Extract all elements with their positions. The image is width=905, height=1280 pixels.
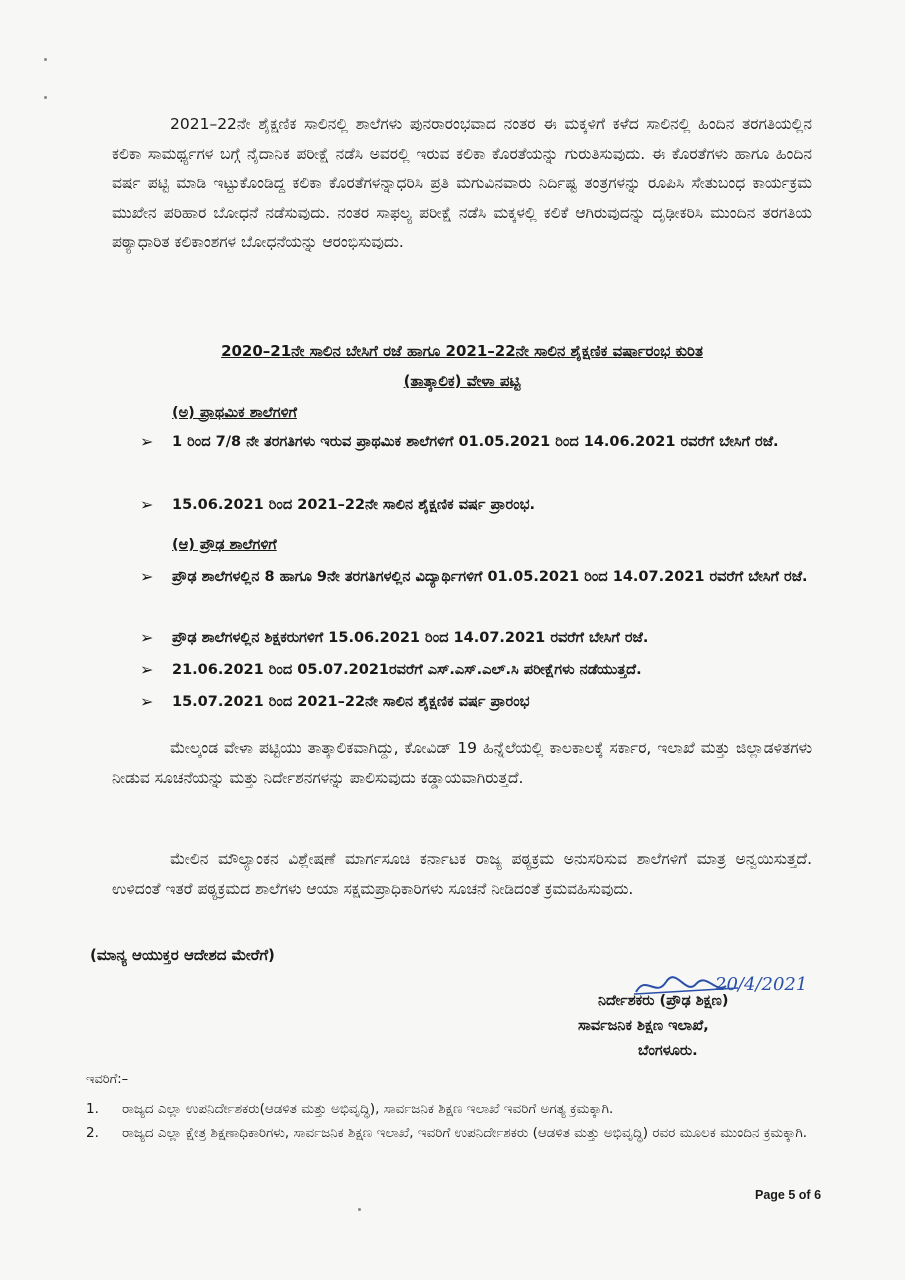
order-line: (ಮಾನ್ಯ ಆಯುಕ್ತರ ಆದೇಶದ ಮೇರೆಗೆ) (90, 946, 275, 964)
list-item (140, 428, 820, 456)
list-item-text: ಪ್ರೌಢ ಶಾಲೆಗಳಲ್ಲಿನ 8 ಹಾಗೂ 9ನೇ ತರಗತಿಗಳಲ್ಲಿನ ವಿದ್ಯಾರ್ಥಿಗಳಿಗೆ 01.05.2021 ರಿಂದ 14.07.2021 ರವರೆಗೆ ಬೇಸಿಗೆ ರಜೆ. (172, 569, 808, 585)
signatory-title: ನಿರ್ದೇಶಕರು (ಪ್ರೌಢ ಶಿಕ್ಷಣ) (598, 993, 729, 1009)
list-item-text: 21.06.2021 ರಿಂದ 05.07.2021ರವರೆಗೆ ಎಸ್.ಎಸ್.ಎಲ್.ಸಿ ಪರೀಕ್ಷೆಗಳು ನಡೆಯುತ್ತದೆ. (172, 662, 642, 678)
list-item-text: 1 ರಿಂದ 7/8 ನೇ ತರಗತಿಗಳು ಇರುವ ಪ್ರಾಥಮಿಕ ಶಾಲೆಗಳಿಗೆ 01.05.2021 ರಿಂದ 14.06.2021 ರವರೆಗೆ ಬೇಸಿಗೆ ರಜೆ. (172, 434, 779, 450)
list-item (140, 563, 820, 591)
arrow-bullet-icon: ➢ (140, 692, 154, 711)
cc-item-text: ರಾಜ್ಯದ ಎಲ್ಲಾ ಉಪನಿರ್ದೇಶಕರು(ಆಡಳಿತ ಮತ್ತು ಅಭಿವೃದ್ಧಿ), ಸಾರ್ವಜನಿಕ ಶಿಕ್ಷಣ ಇಲಾಖೆ ಇವರಿಗೆ ಅಗತ್ಯ ಕ್ರಮಕ್ಕಾಗಿ. (122, 1101, 614, 1117)
scan-speck (44, 58, 47, 61)
list-item (140, 688, 820, 716)
list-item (140, 624, 820, 652)
arrow-bullet-icon: ➢ (140, 628, 154, 647)
section-a-title: (ಅ) ಪ್ರಾಥಮಿಕ ಶಾಲೆಗಳಿಗೆ (172, 405, 297, 421)
signature-date: 20/4/2021 (715, 974, 808, 995)
schedule-subheading: (ತಾತ್ಕಾಲಿಕ) ವೇಳಾ ಪಟ್ಟಿ (403, 372, 521, 390)
list-item (140, 656, 820, 684)
cc-list-item (86, 1096, 826, 1122)
cc-item-number: 1. (86, 1101, 99, 1117)
covid-note-paragraph: ಮೇಲ್ಕಂಡ ವೇಳಾ ಪಟ್ಟಿಯು ತಾತ್ಕಾಲಿಕವಾಗಿದ್ದು, ಕೋವಿಡ್ 19 ಹಿನ್ನೆಲೆಯಲ್ಲಿ ಕಾಲಕಾಲಕ್ಕೆ ಸರ್ಕಾರ, ಇಲಾಖೆ ಮತ್ತು ಜಿಲ್ಲಾಡಳಿತಗಳು ನೀಡುವ ಸೂಚನೆಯನ್ನು ಮತ್ತು ನಿರ್ದೇಶನಗಳನ್ನು ಪಾಲಿಸುವುದು ಕಡ್ಡಾಯವಾಗಿರುತ್ತದೆ. (112, 739, 812, 787)
cc-item-number: 2. (86, 1125, 99, 1141)
signatory-city: ಬೆಂಗಳೂರು. (638, 1043, 698, 1059)
arrow-bullet-icon: ➢ (140, 660, 154, 679)
page-mid: of (795, 1188, 815, 1202)
list-item-text: 15.07.2021 ರಿಂದ 2021–22ನೇ ಸಾಲಿನ ಶೈಕ್ಷಣಿಕ ವರ್ಷ ಪ್ರಾರಂಭ (172, 694, 530, 710)
list-item (140, 491, 820, 519)
scan-speck (358, 1208, 361, 1211)
section-b-title: (ಆ) ಪ್ರೌಢ ಶಾಲೆಗಳಿಗೆ (172, 537, 277, 553)
schedule-heading: 2020–21ನೇ ಸಾಲಿನ ಬೇಸಿಗೆ ರಜೆ ಹಾಗೂ 2021–22ನೇ ಸಾಲಿನ ಶೈಕ್ಷಣಿಕ ವರ್ಷಾರಂಭ ಕುರಿತ (221, 342, 703, 360)
arrow-bullet-icon: ➢ (140, 432, 154, 451)
page-prefix: Page (755, 1188, 789, 1202)
page-current: 5 (788, 1188, 796, 1202)
intro-paragraph: 2021–22ನೇ ಶೈಕ್ಷಣಿಕ ಸಾಲಿನಲ್ಲಿ ಶಾಲೆಗಳು ಪುನರಾರಂಭವಾದ ನಂತರ ಈ ಮಕ್ಕಳಿಗೆ ಕಳೆದ ಸಾಲಿನಲ್ಲಿ ಹಿಂದಿನ ತರಗತಿಯಲ್ಲಿನ ಕಲಿಕಾ ಸಾಮರ್ಥ್ಯಗಳ ಬಗ್ಗೆ ನೈದಾನಿಕ ಪರೀಕ್ಷೆ ನಡೆಸಿ ಅವರಲ್ಲಿ ಇರುವ ಕಲಿಕಾ ಕೊರತೆಯನ್ನು ಗುರುತಿಸುವುದು. ಈ ಕೊರತೆಗಳು ಹಾಗೂ ಹಿಂದಿನ ವರ್ಷ ಪಟ್ಟಿ ಮಾಡಿ ಇಟ್ಟುಕೊಂಡಿದ್ದ ಕಲಿಕಾ ಕೊರತೆಗಳನ್ನಾಧರಿಸಿ ಪ್ರತಿ ಮಗುವಿನವಾರು ನಿರ್ದಿಷ್ಟ ತಂತ್ರಗಳನ್ನು ರೂಪಿಸಿ ಸೇತುಬಂಧ ಕಾರ್ಯಕ್ರಮ ಮುಖೇನ ಪರಿಹಾರ ಬೋಧನೆ ನಡೆಸುವುದು. ನಂತರ ಸಾಫಲ್ಯ ಪರೀಕ್ಷೆ ನಡೆಸಿ ಮಕ್ಕಳಲ್ಲಿ ಕಲಿಕೆ ಆಗಿರುವುದನ್ನು ದೃಢೀಕರಿಸಿ ಮುಂದಿನ ತರಗತಿಯ ಪಠ್ಯಾಧಾರಿತ ಕಲಿಕಾಂಶಗಳ ಬೋಧನೆಯನ್ನು ಆರಂಭಿಸುವುದು. (112, 115, 812, 251)
list-item-text: ಪ್ರೌಢ ಶಾಲೆಗಳಲ್ಲಿನ ಶಿಕ್ಷಕರುಗಳಿಗೆ 15.06.2021 ರಿಂದ 14.07.2021 ರವರೆಗೆ ಬೇಸಿಗೆ ರಜೆ. (172, 630, 649, 646)
arrow-bullet-icon: ➢ (140, 495, 154, 514)
applicability-paragraph: ಮೇಲಿನ ಮೌಲ್ಯಾಂಕನ ವಿಶ್ಲೇಷಣೆ ಮಾರ್ಗಸೂಚಿ ಕರ್ನಾಟಕ ರಾಜ್ಯ ಪಠ್ಯಕ್ರಮ ಅನುಸರಿಸುವ ಶಾಲೆಗಳಿಗೆ ಮಾತ್ರ ಅನ್ವಯಿಸುತ್ತದೆ. ಉಳಿದಂತೆ ಇತರೆ ಪಠ್ಯಕ್ರಮದ ಶಾಲೆಗಳು ಆಯಾ ಸಕ್ಷಮಪ್ರಾಧಿಕಾರಿಗಳು ಸೂಚನೆ ನೀಡಿದಂತೆ ಕ್ರಮವಹಿಸುವುದು. (112, 850, 812, 898)
signatory-department: ಸಾರ್ವಜನಿಕ ಶಿಕ್ಷಣ ಇಲಾಖೆ, (578, 1018, 709, 1034)
page-total: 6 (814, 1188, 822, 1202)
list-item-text: 15.06.2021 ರಿಂದ 2021–22ನೇ ಸಾಲಿನ ಶೈಕ್ಷಣಿಕ ವರ್ಷ ಪ್ರಾರಂಭ. (172, 497, 536, 513)
cc-list-item (86, 1120, 826, 1146)
cc-item-text: ರಾಜ್ಯದ ಎಲ್ಲಾ ಕ್ಷೇತ್ರ ಶಿಕ್ಷಣಾಧಿಕಾರಿಗಳು, ಸಾರ್ವಜನಿಕ ಶಿಕ್ಷಣ ಇಲಾಖೆ, ಇವರಿಗೆ ಉಪನಿರ್ದೇಶಕರು (ಆಡಳಿತ ಮತ್ತು ಅಭಿವೃದ್ಧಿ) ರವರ ಮೂಲಕ ಮುಂದಿನ ಕ್ರಮಕ್ಕಾಗಿ. (122, 1125, 808, 1141)
arrow-bullet-icon: ➢ (140, 567, 154, 586)
page-number (755, 1188, 821, 1202)
cc-label: ಇವರಿಗೆ:– (86, 1072, 129, 1087)
scan-speck (44, 96, 47, 99)
